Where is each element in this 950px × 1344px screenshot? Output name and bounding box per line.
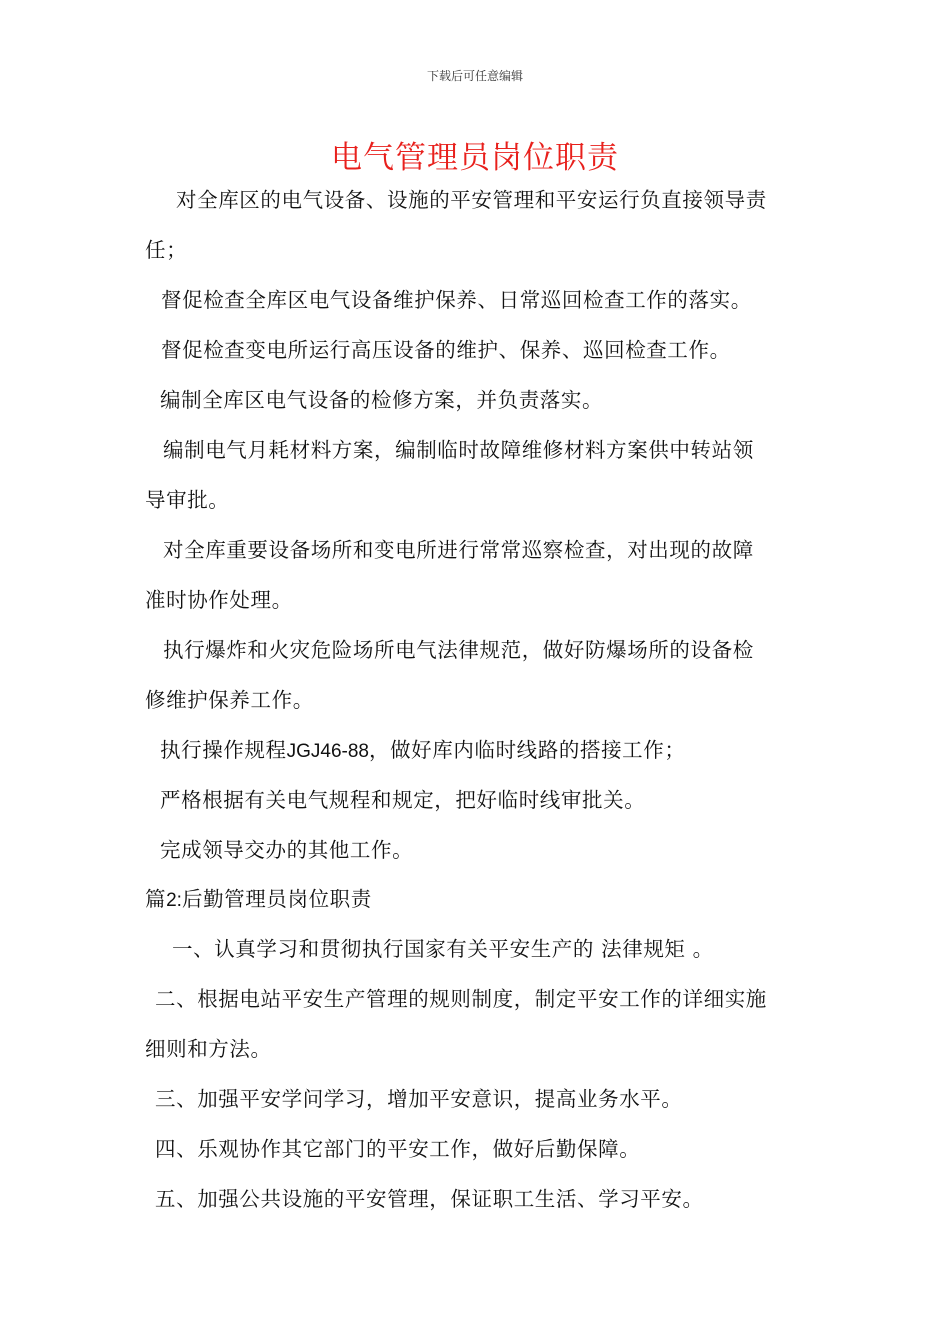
section-heading [145,885,372,915]
paragraph-line: 严格根据有关电气规程和规定，把好临时线审批关。 [160,788,646,812]
paragraph-line: 完成领导交办的其他工作。 [160,838,414,862]
paragraph-line: 编制电气月耗材料方案，编制临时故障维修材料方案供中转站领 [163,438,754,462]
document-title: 电气管理员岗位职责 [331,140,619,176]
paragraph-line: 一、认真学习和贯彻执行国家有关平安生产的 法律规矩 。 [172,937,714,961]
section-prefix: 篇 [145,887,167,911]
paragraph-line: 修维护保养工作。 [145,688,314,712]
paragraph-line: 三、加强平安学问学习，增加平安意识，提高业务水平。 [155,1087,683,1111]
paragraph-line: 四、乐观协作其它部门的平安工作，做好后勤保障。 [155,1137,641,1161]
paragraph-line: 准时协作处理。 [145,588,293,612]
paragraph-line: 对全库重要设备场所和变电所进行常常巡察检查，对出现的故障 [163,538,754,562]
paragraph-line: 任； [145,238,188,262]
regulation-code: JGJ46-88 [286,741,369,762]
paragraph-line: 五、加强公共设施的平安管理，保证职工生活、学习平安。 [155,1187,704,1211]
paragraph-line: 二、根据电站平安生产管理的规则制度，制定平安工作的详细实施 [155,987,767,1011]
paragraph-line: 细则和方法。 [145,1037,272,1061]
paragraph-line: 编制全库区电气设备的检修方案，并负责落实。 [160,388,604,412]
paragraph-line [160,736,685,766]
section-number: 2: [166,890,182,911]
header-note: 下载后可任意编辑 [426,69,523,83]
paragraph-line: 导审批。 [145,488,230,512]
line-text: ，做好库内临时线路的搭接工作； [368,738,686,762]
paragraph-line: 对全库区的电气设备、设施的平安管理和平安运行负直接领导责 [176,188,767,212]
paragraph-line: 执行爆炸和火灾危险场所电气法律规范，做好防爆场所的设备检 [163,638,754,662]
paragraph-line: 督促检查全库区电气设备维护保养、日常巡回检查工作的落实。 [161,288,752,312]
section-title: 后勤管理员岗位职责 [181,887,372,911]
paragraph-line: 督促检查变电所运行高压设备的维护、保养、巡回检查工作。 [161,338,731,362]
line-text: 执行操作规程 [160,738,287,762]
